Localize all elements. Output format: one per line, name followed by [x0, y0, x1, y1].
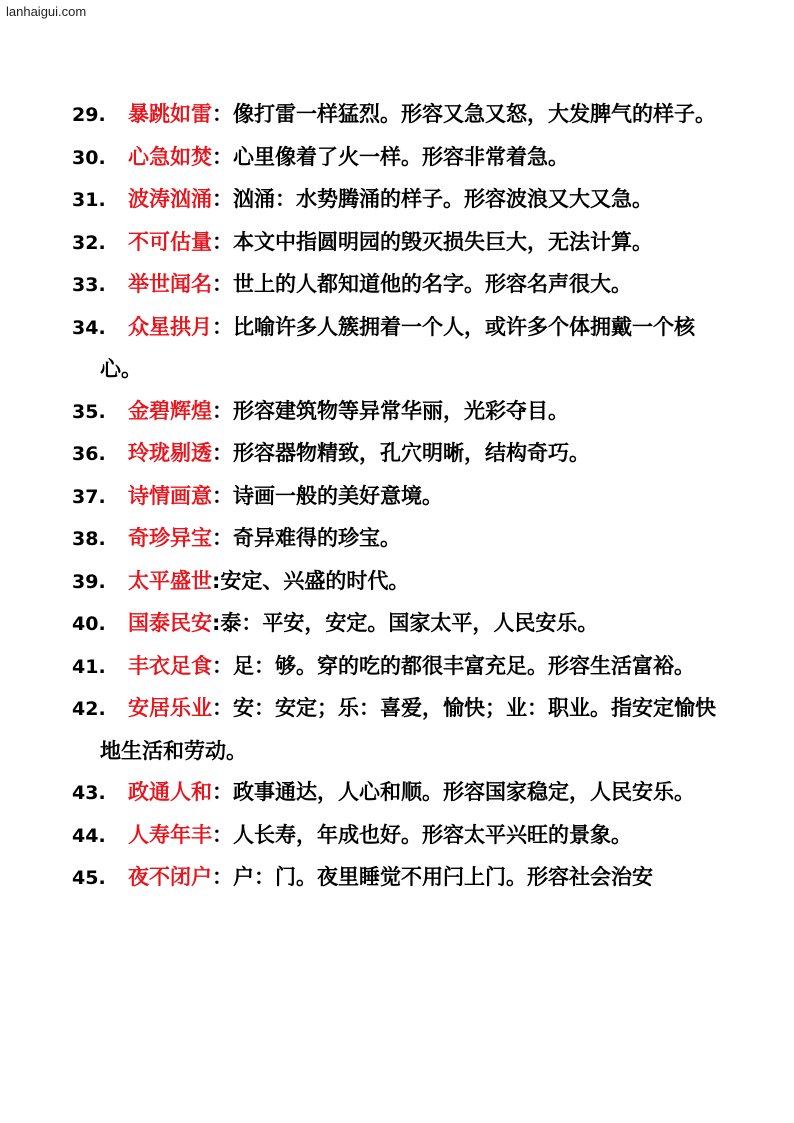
separator: ： — [212, 272, 233, 296]
separator: ： — [212, 653, 233, 678]
list-item — [72, 646, 732, 689]
idiom-definition: 本文中指圆明园的毁灭损失巨大，无法计算。 — [233, 229, 653, 254]
item-number: 41. — [72, 655, 106, 678]
idiom-term: 丰衣足食 — [128, 653, 212, 678]
item-number: 32. — [72, 231, 106, 254]
list-item — [72, 137, 732, 180]
separator: ： — [212, 526, 233, 550]
separator: ： — [212, 865, 233, 889]
idiom-term: 奇珍异宝 — [128, 526, 212, 550]
separator: ： — [212, 102, 233, 126]
separator: ： — [212, 483, 233, 508]
list-item — [72, 391, 732, 434]
item-number: 31. — [72, 189, 106, 211]
item-number: 43. — [72, 782, 106, 804]
idiom-term: 玲珑剔透 — [128, 441, 212, 465]
item-number: 44. — [72, 824, 106, 847]
separator: ： — [212, 314, 233, 339]
idiom-definition: 足：够。穿的吃的都很丰富充足。形容生活富裕。 — [233, 653, 695, 678]
list-item — [72, 222, 732, 265]
list-item — [72, 476, 732, 519]
idiom-term: 安居乐业 — [128, 696, 212, 720]
idiom-term: 人寿年丰 — [128, 822, 212, 847]
idiom-term: 不可估量 — [128, 229, 212, 254]
separator: ： — [212, 187, 233, 211]
idiom-definition: 安：安定；乐：喜爱，愉快；业：职业。指安定愉快地生活和劳动。 — [100, 696, 716, 763]
idiom-term: 金碧辉煌 — [128, 398, 212, 423]
list-item — [72, 603, 732, 646]
idiom-definition: 泰：平安，安定。国家太平，人民安乐。 — [220, 611, 599, 635]
idiom-definition: 像打雷一样猛烈。形容又急又怒，大发脾气的样子。 — [233, 102, 716, 126]
idiom-term: 举世闻名 — [128, 272, 212, 296]
item-number: 29. — [72, 104, 106, 126]
idiom-term: 诗情画意 — [128, 483, 212, 508]
separator: ： — [212, 398, 233, 423]
list-item — [72, 561, 732, 604]
separator: : — [212, 568, 221, 593]
idiom-term: 国泰民安 — [128, 611, 212, 635]
idiom-term: 众星拱月 — [128, 314, 212, 339]
idiom-definition: 形容器物精致，孔穴明晰，结构奇巧。 — [233, 441, 590, 465]
item-number: 35. — [72, 400, 106, 423]
item-number: 45. — [72, 867, 106, 889]
list-item — [72, 264, 732, 307]
idiom-term: 暴跳如雷 — [128, 102, 212, 126]
item-number: 40. — [72, 613, 106, 635]
list-item — [72, 179, 732, 222]
idiom-term: 政通人和 — [128, 780, 212, 804]
idiom-definition: 汹涌：水势腾涌的样子。形容波浪又大又急。 — [233, 187, 653, 211]
idiom-term: 太平盛世 — [128, 568, 212, 593]
idiom-definition: 心里像着了火一样。形容非常着急。 — [233, 144, 569, 169]
idiom-definition: 奇异难得的珍宝。 — [233, 526, 401, 550]
list-item — [72, 857, 732, 900]
idiom-definition: 世上的人都知道他的名字。形容名声很大。 — [233, 272, 632, 296]
item-number: 42. — [72, 698, 106, 720]
list-item — [72, 688, 732, 772]
item-number: 37. — [72, 485, 106, 508]
idiom-definition: 政事通达，人心和顺。形容国家稳定，人民安乐。 — [233, 780, 695, 804]
separator: ： — [212, 229, 233, 254]
item-number: 34. — [72, 316, 106, 339]
separator: ： — [212, 144, 233, 169]
list-item — [72, 94, 732, 137]
list-item — [72, 815, 732, 858]
idiom-term: 心急如焚 — [128, 144, 212, 169]
idiom-definition: 形容建筑物等异常华丽，光彩夺目。 — [233, 398, 569, 423]
separator: : — [212, 611, 221, 635]
idiom-definition: 户：门。夜里睡觉不用闩上门。形容社会治安 — [233, 865, 653, 889]
item-number: 30. — [72, 146, 106, 169]
list-item — [72, 518, 732, 561]
list-item — [72, 307, 732, 391]
item-number: 39. — [72, 570, 106, 593]
item-number: 33. — [72, 274, 106, 296]
separator: ： — [212, 441, 233, 465]
idiom-list — [72, 94, 732, 900]
idiom-term: 夜不闭户 — [128, 865, 212, 889]
item-number: 36. — [72, 443, 106, 465]
separator: ： — [212, 780, 233, 804]
list-item — [72, 433, 732, 476]
list-item — [72, 772, 732, 815]
idiom-definition: 诗画一般的美好意境。 — [233, 483, 443, 508]
idiom-definition: 比喻许多人簇拥着一个人，或许多个体拥戴一个核心。 — [100, 314, 695, 381]
idiom-definition: 安定、兴盛的时代。 — [220, 568, 410, 593]
idiom-definition: 人长寿，年成也好。形容太平兴旺的景象。 — [233, 822, 632, 847]
item-number: 38. — [72, 528, 106, 550]
separator: ： — [212, 822, 233, 847]
idiom-term: 波涛汹涌 — [128, 187, 212, 211]
separator: ： — [212, 696, 233, 720]
watermark: lanhaigui.com — [6, 4, 87, 19]
